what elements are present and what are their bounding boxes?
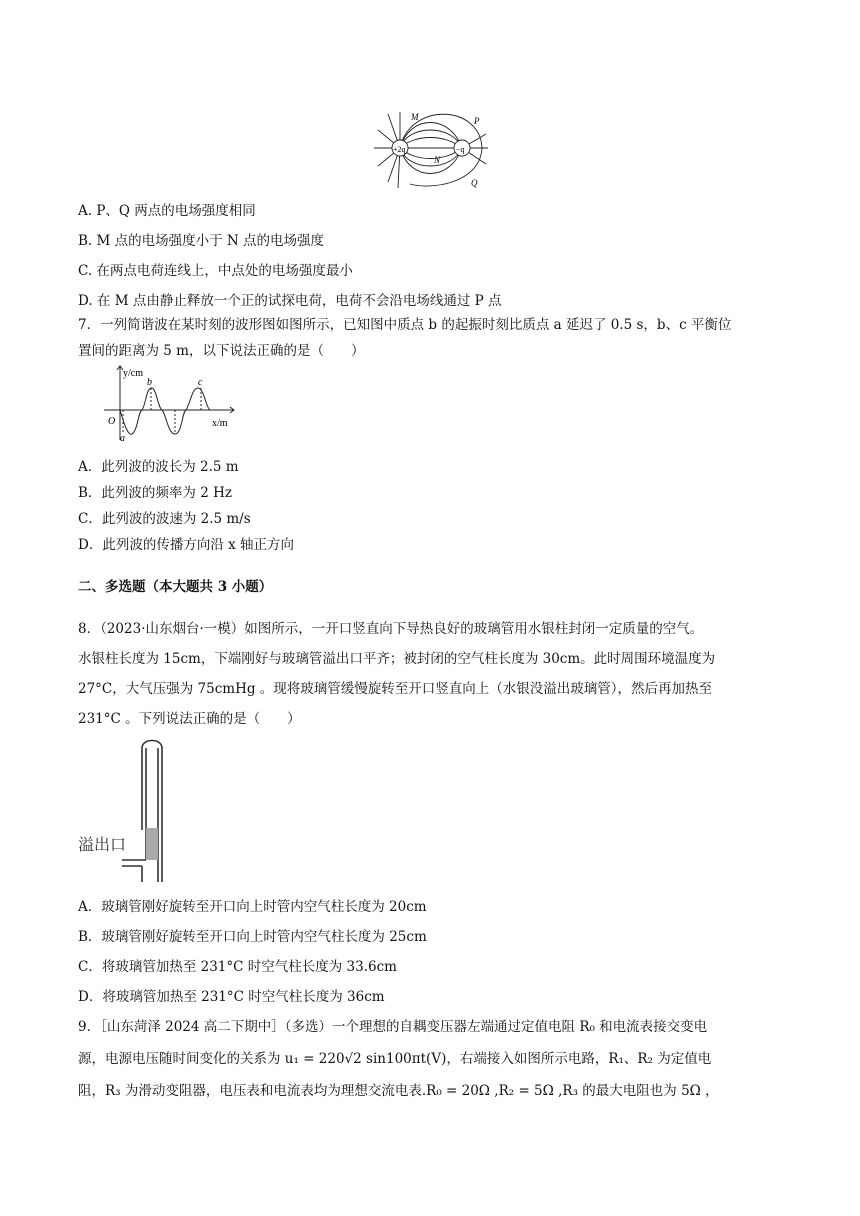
q8-option-c: C．将玻璃管加热至 231°C 时空气柱长度为 33.6cm (78, 959, 397, 975)
q9-line2: 源，电源电压随时间变化的关系为 u₁ = 220√2 sin100πt(V)，右端接入如图所示电路，R₁、R₂ 为定值电 (78, 1051, 712, 1067)
q8-stem-line3: 27°C，大气压强为 75cmHg 。现将玻璃管缓慢旋转至开口竖直向上（水银没溢出玻璃管），然后再加热至 (78, 681, 713, 697)
point-c-label: c (198, 377, 203, 388)
point-q-label: Q (471, 178, 478, 188)
q7-option-a: A．此列波的波长为 2.5 m (78, 459, 239, 475)
q8-stem-line1: 8．（2023·山东烟台·一模）如图所示，一开口竖直向下导热良好的玻璃管用水银柱封闭一定质量的空气。 (78, 621, 704, 637)
q8-option-d: D．将玻璃管加热至 231°C 时空气柱长度为 36cm (78, 989, 385, 1005)
electric-field-figure (370, 104, 492, 192)
wave-figure (104, 364, 240, 442)
q8-stem-line2: 水银柱长度为 15cm，下端刚好与玻璃管溢出口平齐；被封闭的空气柱长度为 30cm。此时周围环境温度为 (78, 651, 716, 667)
q7-option-d: D．此列波的传播方向沿 x 轴正方向 (78, 537, 295, 553)
point-p-label: P (474, 116, 480, 126)
q9-line3: 阻，R₃ 为滑动变阻器，电压表和电流表均为理想交流电表.R₀ = 20Ω ,R₂ = 5Ω ,R₃ 的最大电阻也为 5Ω ， (78, 1083, 719, 1099)
x-axis-label: x/m (212, 418, 228, 429)
q7-stem-line2: 置间的距离为 5 m，以下说法正确的是（ ） (78, 343, 365, 359)
q6-option-d: D. 在 M 点由静止释放一个正的试探电荷，电荷不会沿电场线通过 P 点 (78, 293, 502, 309)
negative-charge-label: −q (456, 145, 465, 154)
q7-option-c: C．此列波的波速为 2.5 m/s (78, 511, 251, 527)
q6-option-a: A. P、Q 两点的电场强度相同 (78, 203, 256, 219)
q8-option-b: B．玻璃管刚好旋转至开口向上时管内空气柱长度为 25cm (78, 929, 427, 945)
q8-option-a: A．玻璃管刚好旋转至开口向上时管内空气柱长度为 20cm (78, 899, 427, 915)
q9-line1: 9．［山东菏泽 2024 高二下期中］（多选）一个理想的自耦变压器左端通过定值电阻 R₀ 和电流表接交变电 (78, 1019, 708, 1035)
point-b-label: b (147, 377, 152, 388)
y-axis-label: y/cm (123, 368, 143, 379)
section-title: 二、多选题（本大题共 3 小题） (78, 579, 273, 595)
point-a-label: a (120, 433, 125, 442)
overflow-outlet-label: 溢出口 (78, 837, 127, 854)
point-n-label: N (434, 155, 441, 165)
q7-option-b: B．此列波的频率为 2 Hz (78, 485, 232, 501)
origin-label: O (108, 416, 116, 427)
glass-tube-figure (76, 736, 176, 886)
q6-option-c: C. 在两点电荷连线上，中点处的电场强度最小 (78, 263, 353, 279)
q7-stem-line1: 7．一列简谐波在某时刻的波形图如图所示，已知图中质点 b 的起振时刻比质点 a 延迟了 0.5 s，b、c 平衡位 (78, 317, 732, 333)
positive-charge-label: +2q (393, 145, 406, 154)
point-m-label: M (411, 112, 419, 122)
q6-option-b: B. M 点的电场强度小于 N 点的电场强度 (78, 233, 325, 249)
q8-stem-line4: 231°C 。下列说法正确的是（ ） (78, 711, 301, 727)
